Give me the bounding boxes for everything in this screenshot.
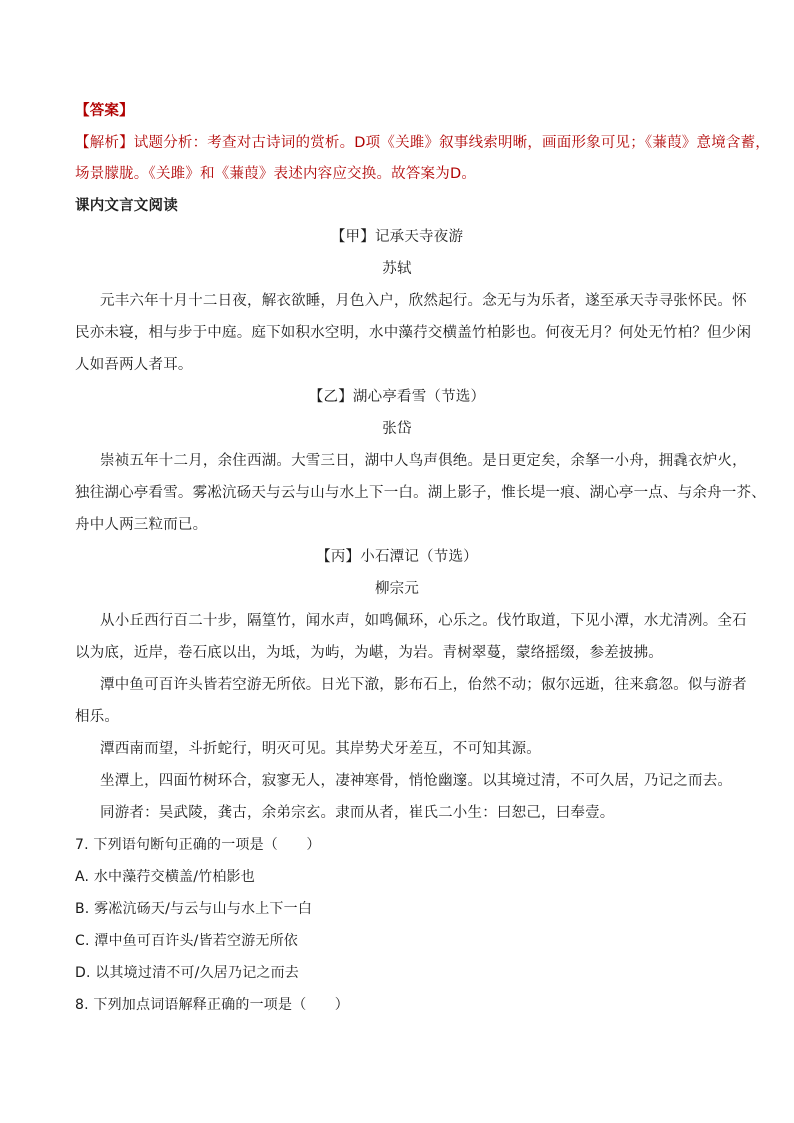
passage-b-line: 崇祯五年十二月，余住西湖。大雪三日，湖中人鸟声俱绝。是日更定矣，余拏一小舟，拥毳衣炉火， [100, 453, 747, 469]
passage-c-line: 以为底，近岸，卷石底以出，为坻，为屿，为嵁，为岩。青树翠蔓，蒙络摇缀，参差披拂。 [75, 645, 663, 661]
question-7-stem: 7. 下列语句断句正确的一项是（ ） [75, 837, 321, 853]
passage-c-line: 相乐。 [75, 709, 120, 725]
analysis-line-1: 【解析】试题分析：考查对古诗词的赏析。D项《关雎》叙事线索明晰，画面形象可见；《蒹葭》意境含蓄， [75, 135, 771, 151]
passage-b-line: 独往湖心亭看雪。雾凇沆砀天与云与山与水上下一白。湖上影子，惟长堤一痕、湖心亭一点、与余舟一芥、 [75, 485, 766, 501]
passage-c-line: 潭中鱼可百许头皆若空游无所依。日光下澈，影布石上，佁然不动；俶尔远逝，往来翕忽。似与游者 [100, 677, 747, 693]
passage-c-line: 潭西南而望，斗折蛇行，明灭可见。其岸势犬牙差互，不可知其源。 [100, 741, 541, 757]
answer-label: 【答案】 [75, 103, 134, 119]
passage-a-line: 元丰六年十月十二日夜，解衣欲睡，月色入户，欣然起行。念无与为乐者，遂至承天寺寻张怀民。怀 [100, 293, 747, 309]
question-7-option-d: D. 以其境过清不可/久居乃记之而去 [75, 965, 299, 981]
passage-b-line: 舟中人两三粒而已。 [75, 517, 208, 533]
section-title: 课内文言文阅读 [75, 198, 178, 214]
passage-c-title: 【丙】小石潭记（节选） [316, 549, 478, 565]
passage-a-line: 民亦未寝，相与步于中庭。庭下如积水空明，水中藻荇交横盖竹柏影也。何夜无月？何处无竹柏？但少闲 [75, 325, 752, 341]
passage-c-line: 坐潭上，四面竹树环合，寂寥无人，凄神寒骨，悄怆幽邃。以其境过清，不可久居，乃记之而去。 [100, 773, 733, 789]
passage-b-title: 【乙】湖心亭看雪（节选） [308, 389, 486, 405]
passage-c-author: 柳宗元 [374, 581, 420, 597]
passage-b-author: 张岱 [382, 421, 412, 437]
passage-a-author: 苏轼 [382, 261, 412, 277]
passage-a-line: 人如吾两人者耳。 [75, 357, 193, 373]
question-7-option-a: A. 水中藻荇交横盖/竹柏影也 [75, 869, 255, 885]
question-8-stem: 8. 下列加点词语解释正确的一项是（ ） [75, 997, 350, 1013]
question-7-option-b: B. 雾凇沆砀天/与云与山与水上下一白 [75, 901, 313, 917]
passage-c-line: 从小丘西行百二十步，隔篁竹，闻水声，如鸣佩环，心乐之。伐竹取道，下见小潭，水尤清冽。全石 [100, 613, 747, 629]
passage-a-title: 【甲】记承天寺夜游 [330, 229, 464, 245]
question-7-option-c: C. 潭中鱼可百许头/皆若空游无所依 [75, 933, 298, 949]
analysis-line-2: 场景朦胧。《关雎》和《蒹葭》表述内容应交换。故答案为D。 [75, 166, 477, 182]
passage-c-line: 同游者：吴武陵，龚古，余弟宗玄。隶而从者，崔氏二小生：曰恕己，曰奉壹。 [100, 805, 615, 821]
